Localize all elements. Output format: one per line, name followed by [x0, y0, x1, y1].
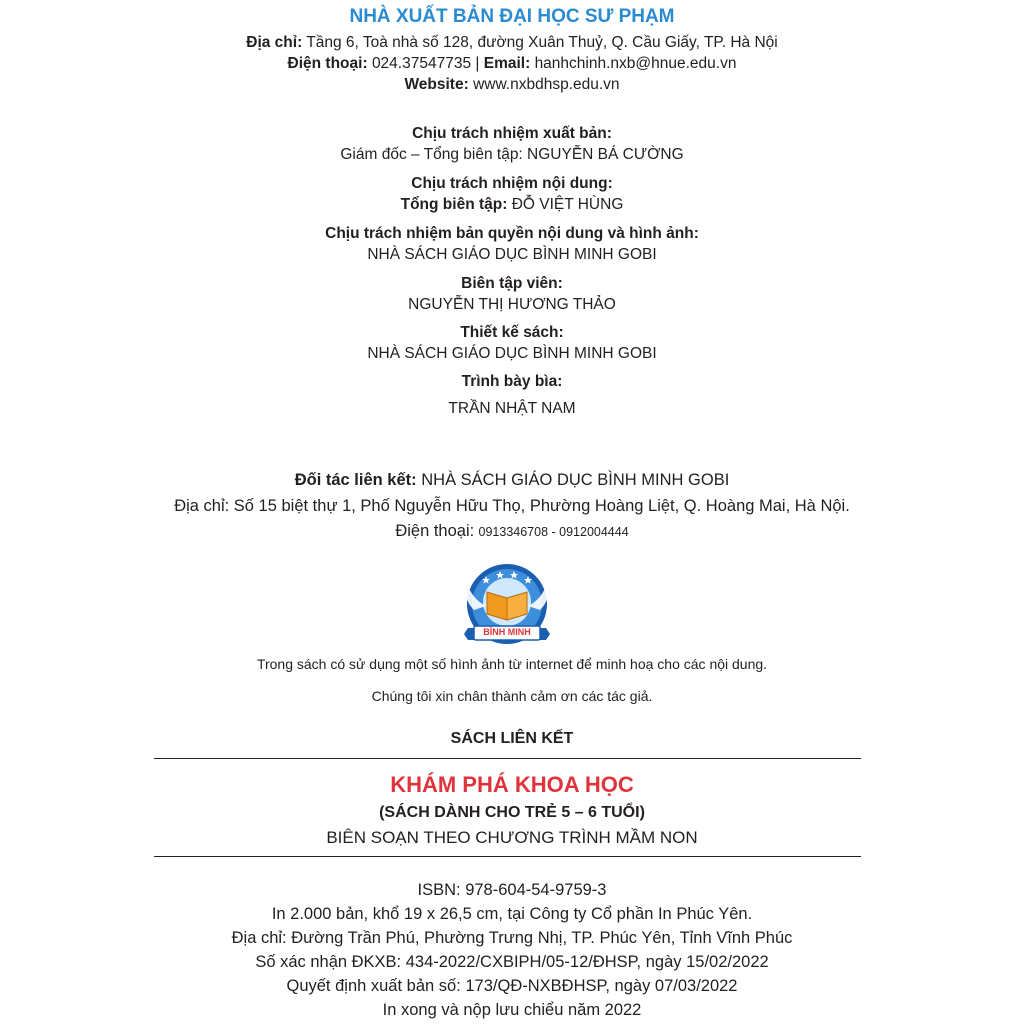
logo-text: BÌNH MINH — [483, 627, 531, 637]
partner-phone: 0913346708 - 0912004444 — [478, 525, 629, 539]
publishing-decision: Quyết định xuất bản số: 173/QĐ-NXBĐHSP, ngày 07/03/2022 — [286, 977, 738, 995]
cover-label: Trình bày bìa: — [461, 373, 563, 390]
copyright-resp-label: Chịu trách nhiệm bản quyền nội dung và hình ảnh: — [325, 225, 699, 242]
publisher-address: Tầng 6, Toà nhà số 128, đường Xuân Thuỷ, Q. Cầu Giấy, TP. Hà Nội — [306, 34, 778, 51]
publisher-name: NHÀ XUẤT BẢN ĐẠI HỌC SƯ PHẠM — [349, 6, 675, 27]
partner-name: NHÀ SÁCH GIÁO DỤC BÌNH MINH GOBI — [421, 471, 730, 489]
publisher-email-label: Email: — [483, 55, 531, 72]
print-info: In 2.000 bản, khổ 19 x 26,5 cm, tại Công ty Cổ phần In Phúc Yên. — [271, 905, 753, 923]
contact-separator: | — [475, 55, 480, 72]
editor-value: NGUYỄN THỊ HƯƠNG THẢO — [408, 296, 616, 313]
section-label: SÁCH LIÊN KẾT — [450, 730, 574, 747]
partner-phone-line — [0, 521, 1024, 542]
book-subtitle: (SÁCH DÀNH CHO TRẺ 5 – 6 TUỔI) — [379, 804, 645, 821]
note-line-2: Chúng tôi xin chân thành cảm ơn các tác giả. — [371, 688, 653, 704]
partner-address: Địa chỉ: Số 15 biệt thự 1, Phố Nguyễn Hữu Thọ, Phường Hoàng Liệt, Q. Hoàng Mai, Hà Nội. — [174, 497, 850, 515]
print-address: Địa chỉ: Đường Trần Phú, Phường Trưng Nhị, TP. Phúc Yên, Tỉnh Vĩnh Phúc — [231, 929, 793, 947]
editor-label: Biên tập viên: — [461, 275, 563, 292]
content-resp-line — [0, 195, 1024, 215]
content-resp-name: ĐỖ VIỆT HÙNG — [511, 196, 624, 213]
publisher-address-line — [0, 33, 1024, 53]
partner-line — [0, 470, 1024, 490]
design-value: NHÀ SÁCH GIÁO DỤC BÌNH MINH GOBI — [367, 345, 657, 362]
publisher-website-line — [0, 75, 1024, 95]
top-divider — [154, 758, 861, 759]
bottom-divider — [154, 856, 861, 857]
publisher-phone: 024.37547735 — [371, 55, 472, 72]
binh-minh-logo-icon — [456, 562, 558, 654]
copyright-resp-value: NHÀ SÁCH GIÁO DỤC BÌNH MINH GOBI — [367, 246, 657, 263]
publishing-resp-label: Chịu trách nhiệm xuất bản: — [412, 125, 612, 142]
publishing-resp-value: Giám đốc – Tổng biên tập: NGUYỄN BÁ CƯỜNG — [340, 146, 684, 163]
book-curriculum: BIÊN SOẠN THEO CHƯƠNG TRÌNH MẦM NON — [326, 828, 698, 847]
publisher-phone-label: Điện thoại: — [287, 55, 368, 72]
registration: Số xác nhận ĐKXB: 434-2022/CXBIPH/05-12/ĐHSP, ngày 15/02/2022 — [255, 953, 769, 971]
publisher-email: hanhchinh.nxb@hnue.edu.vn — [534, 55, 737, 72]
print-completed: In xong và nộp lưu chiểu năm 2022 — [382, 1001, 642, 1019]
publisher-contact-line — [0, 54, 1024, 74]
publisher-website-label: Website: — [404, 76, 469, 93]
note-line-1: Trong sách có sử dụng một số hình ảnh từ internet để minh hoạ cho các nội dung. — [256, 656, 768, 672]
partner-phone-label: Điện thoại: — [395, 522, 475, 540]
content-resp-label: Chịu trách nhiệm nội dung: — [411, 175, 613, 192]
publisher-address-label: Địa chỉ: — [246, 34, 303, 51]
cover-value: TRẦN NHẬT NAM — [448, 400, 576, 417]
content-resp-role: Tổng biên tập: — [400, 196, 508, 213]
book-title: KHÁM PHÁ KHOA HỌC — [390, 772, 634, 797]
publisher-website: www.nxbdhsp.edu.vn — [473, 76, 620, 93]
partner-label: Đối tác liên kết: — [294, 471, 417, 489]
isbn: ISBN: 978-604-54-9759-3 — [417, 881, 607, 899]
design-label: Thiết kế sách: — [460, 324, 564, 341]
